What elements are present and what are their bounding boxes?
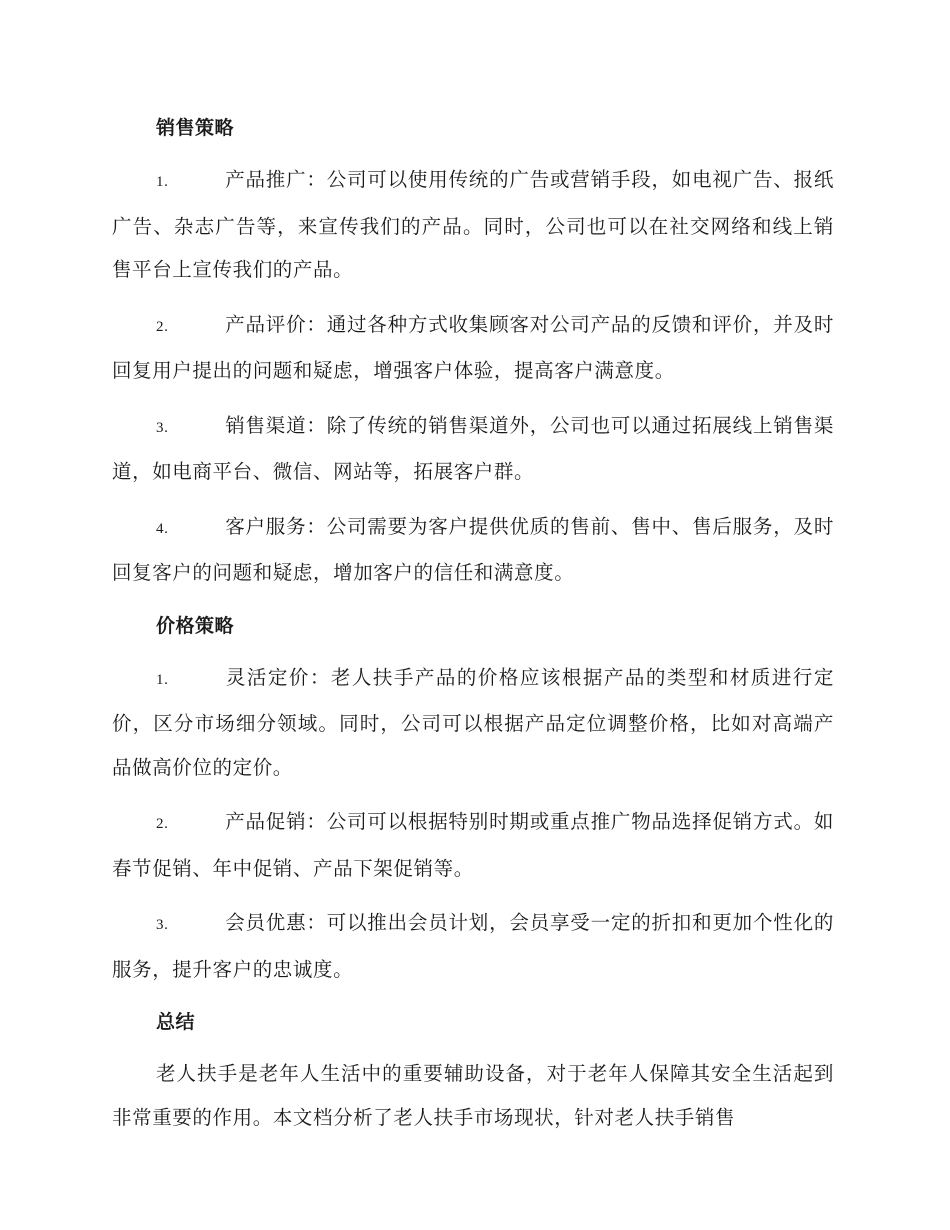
document-body [112,108,834,1139]
list-item-text: 会员优惠：可以推出会员计划，会员享受一定的折扣和更加个性化的服务，提升客户的忠诚度。 [112,911,834,981]
list-item-text: 销售渠道：除了传统的销售渠道外，公司也可以通过拓展线上销售渠道，如电商平台、微信、网站等，拓展客户群。 [112,413,834,483]
list-item-text: 产品推广：公司可以使用传统的广告或营销手段，如电视广告、报纸广告、杂志广告等，来宣传我们的产品。同时，公司也可以在社交网络和线上销售平台上宣传我们的产品。 [112,168,834,281]
section-heading-sales-strategy: 销售策略 [156,117,235,139]
list-item-text: 产品评价：通过各种方式收集顾客对公司产品的反馈和评价，并及时回复用户提出的问题和疑虑，增强客户体验，提高客户满意度。 [112,312,834,382]
list-number: 1. [156,671,169,688]
list-item [112,901,834,991]
list-item [112,404,834,494]
list-item-text: 客户服务：公司需要为客户提供优质的售前、售中、售后服务，及时回复客户的问题和疑虑，增加客户的信任和满意度。 [112,514,834,584]
list-number: 3. [156,419,169,436]
list-item [112,656,834,790]
section-heading-summary: 总结 [156,1011,196,1033]
list-item [112,158,834,292]
section-heading-pricing-strategy: 价格策略 [156,614,235,637]
list-number: 2. [156,318,169,335]
list-item [112,303,834,393]
list-number: 4. [156,520,169,537]
list-item [112,800,834,890]
list-number: 1. [156,174,169,190]
list-number: 2. [156,816,169,832]
list-item-text: 产品促销：公司可以根据特别时期或重点推广物品选择促销方式。如春节促销、年中促销、产品下架促销等。 [112,810,834,880]
list-item [112,505,834,595]
list-number: 3. [156,917,169,933]
summary-paragraph: 老人扶手是老年人生活中的重要辅助设备，对于老年人保障其安全生活起到非常重要的作用。本文档分析了老人扶手市场现状，针对老人扶手销售 [112,1062,834,1129]
list-item-text: 灵活定价：老人扶手产品的价格应该根据产品的类型和材质进行定价，区分市场细分领域。同时，公司可以根据产品定位调整价格，比如对高端产品做高价位的定价。 [112,665,834,779]
